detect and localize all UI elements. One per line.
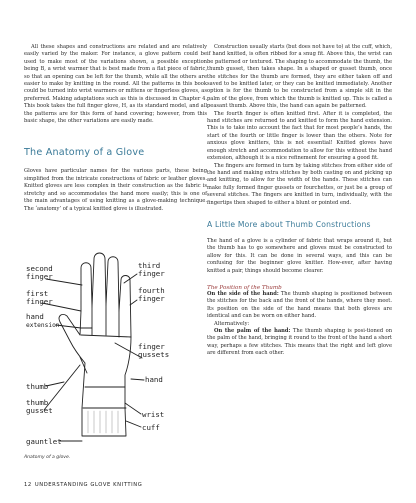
label-thumb-gusset-1: thumb xyxy=(26,398,49,407)
label-third-finger-1: third xyxy=(138,261,161,270)
label-second-finger-1: second xyxy=(26,264,53,273)
label-first-finger-2: finger xyxy=(26,297,53,306)
glove-outline xyxy=(59,253,131,436)
label-thumb: thumb xyxy=(26,382,49,391)
thumb-intro-paragraph: The hand of a glove is a cylinder of fabric that wraps around it, but the thumb has to go somewhere and gloves must be constructed to allow for this. It can be done in several ways, and this can be confusing for the beginner glove knitter. How-ever, after having knitted a pair, things should become clearer. xyxy=(207,237,392,274)
label-finger-gussets-2: gussets xyxy=(138,350,170,359)
label-cuff: cuff xyxy=(142,423,160,432)
label-thumb-gusset-2: gusset xyxy=(26,406,53,415)
construction-paragraph: Construction usually starts (but does not have to) at the cuff, which, if hand knitted, is often ribbed for a snug fit. Above this, the wrist can be patterned or textured. The shaping to accommodate the thumb, the thumb gusset, then takes shape. In a shaped or gusset thumb, once the stitches for the thumb are formed, they are either taken off and saved to be knitted later, or they can be knitted immediately. Another option is for the thumb to be constructed from a simple slit in the palm of the glove, from which the thumb is knitted up. This is called a peasant thumb. Above this, the hand can again be patterned. xyxy=(207,44,392,110)
side-of-hand-term: On the side of the hand: xyxy=(207,290,279,297)
palm-of-hand-term: On the palm of the hand: xyxy=(214,328,291,334)
alternatively-paragraph: Alternatively: xyxy=(214,320,250,327)
figure-caption: Anatomy of a glove. xyxy=(24,455,71,460)
label-first-finger-1: first xyxy=(26,289,49,298)
right-column xyxy=(207,44,392,358)
left-column xyxy=(24,44,207,213)
label-fourth-finger-2: finger xyxy=(138,294,165,303)
palm-of-hand-text: The thumb shaping is posi-tioned on the palm of the hand, bringing it round to the front of the hand a short way, perhaps a few stitches. This means that the right and left glove are different from each other. xyxy=(207,328,392,357)
palm-of-hand-paragraph xyxy=(207,328,392,358)
fourth-finger-paragraph: The fourth finger is often knitted first. After it is completed, the hand stitches are returned to and knitted to form the hand extension. This is to take into account the fact that for most people’s hands, the start of the fourth or little finger is lower than the others. Note for anxious glove knitters, this is not essential! Knitted gloves have enough stretch and accommodation to allow for this without the hand extension, although it is a nice refinement for ensuring a good fit. xyxy=(207,110,392,162)
label-hand: hand xyxy=(145,375,163,384)
label-gauntlet: gauntlet xyxy=(26,437,62,446)
glove-anatomy-figure xyxy=(24,245,184,451)
thumb-constructions-heading: A Little More about Thumb Constructions xyxy=(207,219,371,229)
glove-diagram xyxy=(24,245,184,451)
thumb-position-subheading: The Position of the Thumb xyxy=(207,284,282,291)
label-hand-extension-1: hand xyxy=(26,312,44,321)
intro-paragraph: All these shapes and constructions are related and are relatively easily varied by the maker. For instance, a glove pattern could be used to make most of the variations shown, a possible exception being B, a wrist warmer that is best made from a flat piece of fabric, so that an opening can be left for the thumb, while all the others are easier to make by knitting in the round. All the patterns in this book could be turned into wrist warmers or mittens or fingerless gloves, as preferred. Making adaptations such as this is discussed in Chapter 4. This book takes the full finger glove, H, as its standard model, and all the patterns are for this form of hand covering; however, from this basic shape, the other variations are easily made. xyxy=(24,44,207,125)
anatomy-paragraph: Gloves have particular names for the various parts, these being simplified from the intricate constructions of fabric or leather gloves. Knitted gloves are less complex in their construction as the fabric is stretchy and so accommodates the hand more easily; this is one of the main advantages of using knitting as a glove-making technique. The ‘anatomy’ of a typical knitted glove is illustrated. xyxy=(24,168,207,212)
running-title: UNDERSTANDING GLOVE KNITTING xyxy=(34,482,143,488)
label-wrist: wrist xyxy=(142,410,165,419)
side-of-hand-text: The thumb shaping is positioned between the stitches for the back and the front of the hands, where they meet. Its position on the side of the hand means that both gloves are identical and can be worn on either hand. xyxy=(207,290,392,320)
page-number: 12 xyxy=(24,482,32,488)
label-finger-gussets-1: finger xyxy=(138,342,165,351)
label-hand-extension-2: extension xyxy=(26,322,60,329)
anatomy-heading: The Anatomy of a Glove xyxy=(24,147,145,159)
label-fourth-finger-1: fourth xyxy=(138,286,165,295)
label-second-finger-2: finger xyxy=(26,272,53,281)
page-footer xyxy=(24,482,142,488)
label-third-finger-2: finger xyxy=(138,269,165,278)
fingers-paragraph: The fingers are formed in turn by taking stitches from either side of the hand and making extra stitches by both casting on and picking up and knitting, to allow for the width of the hands. These stitches can make fully formed finger gussets or fourchettes, or just be a group of several stitches. The fingers are knitted in turn, individually, with the fingertips then shaped to either a blunt or pointed end. xyxy=(207,162,392,206)
side-of-hand-paragraph xyxy=(207,291,392,321)
